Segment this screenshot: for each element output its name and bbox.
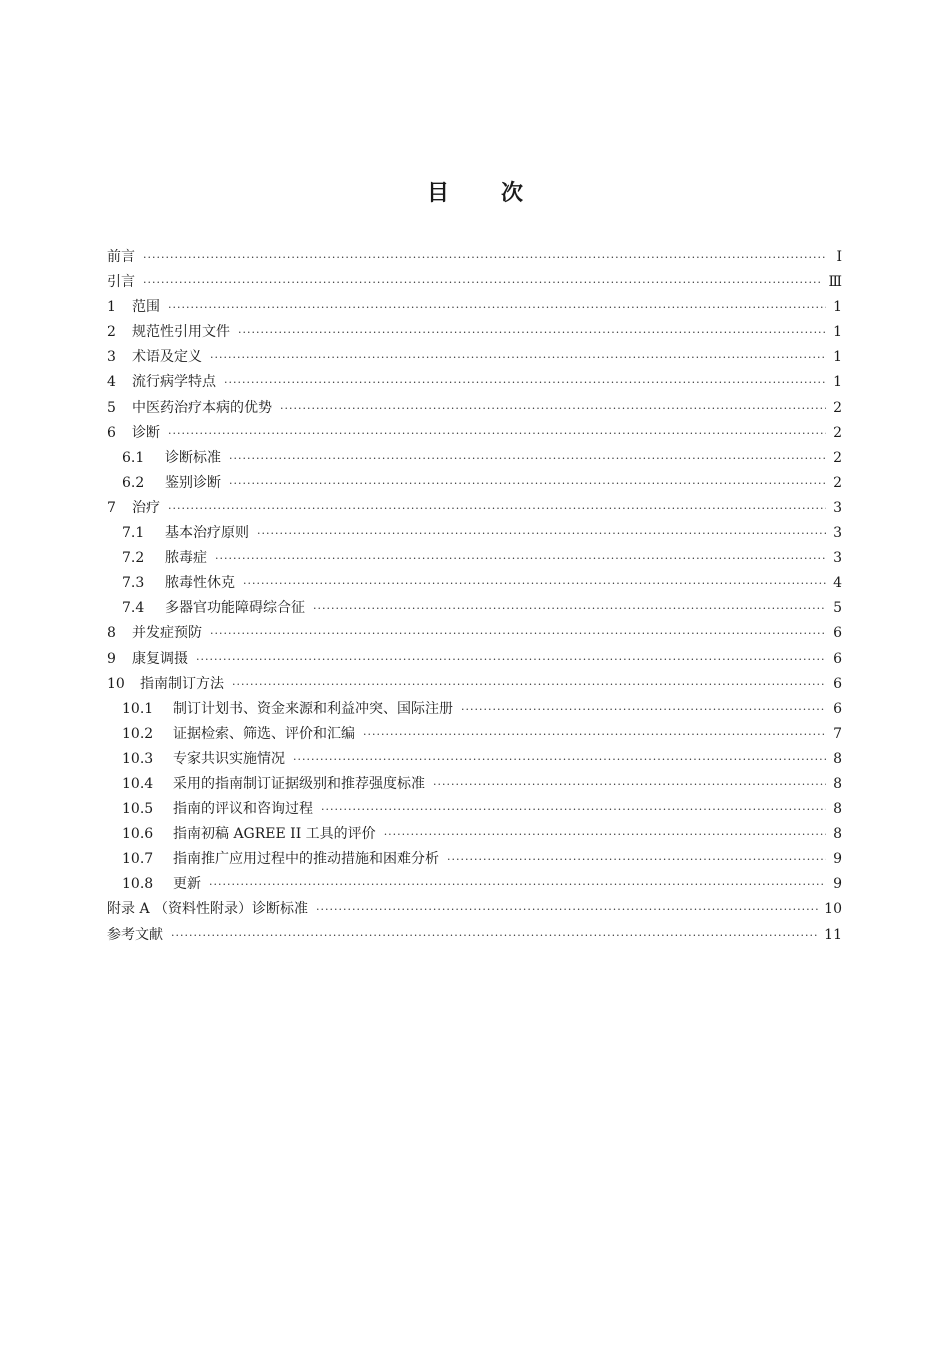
toc-leader-dots	[168, 421, 826, 446]
toc-entry-label: 鉴别诊断	[165, 474, 221, 491]
toc-leader-dots	[210, 345, 826, 370]
toc-entry-number: 4	[107, 374, 116, 391]
toc-entry-label: 采用的指南制订证据级别和推荐强度标准	[173, 775, 425, 792]
toc-entry-page-number: 2	[833, 424, 842, 441]
toc-entry-page-number: 2	[833, 449, 842, 466]
toc-leader-dots	[321, 797, 826, 822]
toc-entry[interactable]	[107, 345, 842, 370]
toc-entry[interactable]	[107, 396, 842, 421]
toc-entry-number: 6	[107, 424, 116, 441]
toc-entry-number: 9	[107, 650, 116, 667]
toc-entry-page-number: 7	[833, 725, 842, 742]
toc-entry[interactable]	[107, 923, 842, 948]
toc-entry-label: 流行病学特点	[132, 374, 216, 391]
toc-entry-page-number: 1	[833, 349, 842, 366]
toc-entry-number: 7	[107, 499, 116, 516]
toc-entry-label: 康复调摄	[132, 650, 188, 667]
toc-entry-page-number: 3	[833, 550, 842, 567]
toc-entry[interactable]	[107, 772, 842, 797]
toc-leader-dots	[143, 245, 826, 270]
toc-entry[interactable]	[107, 496, 842, 521]
toc-leader-dots	[171, 923, 818, 948]
toc-entry[interactable]	[107, 270, 842, 295]
toc-entry-label: 规范性引用文件	[132, 324, 230, 341]
toc-entry-page-number: 8	[833, 801, 842, 818]
toc-entry[interactable]	[107, 546, 842, 571]
toc-entry-number: 2	[107, 324, 116, 341]
toc-entry-number: 8	[107, 625, 116, 642]
toc-leader-dots	[257, 521, 826, 546]
toc-entry-page-number: 6	[833, 650, 842, 667]
toc-entry[interactable]	[107, 320, 842, 345]
toc-entry-label: 多器官功能障碍综合征	[165, 600, 305, 617]
toc-leader-dots	[316, 897, 818, 922]
toc-entry-page-number: 4	[833, 575, 842, 592]
toc-leader-dots	[196, 647, 826, 672]
toc-leader-dots	[143, 270, 822, 295]
toc-entry-label: 指南制订方法	[140, 675, 224, 692]
toc-entry-label: 指南初稿 AGREE II 工具的评价	[173, 826, 376, 843]
toc-leader-dots	[384, 822, 826, 847]
toc-entry[interactable]	[107, 370, 842, 395]
toc-leader-dots	[210, 621, 826, 646]
toc-entry-label: 证据检索、筛选、评价和汇编	[173, 725, 355, 742]
toc-entry[interactable]	[107, 571, 842, 596]
toc-entry[interactable]	[107, 872, 842, 897]
toc-entry-number: 10.2	[122, 725, 154, 742]
toc-entry-page-number: 1	[833, 324, 842, 341]
toc-entry-label: 引言	[107, 274, 135, 291]
toc-leader-dots	[238, 320, 826, 345]
toc-entry-page-number: 1	[833, 299, 842, 316]
toc-entry-label: 前言	[107, 249, 135, 265]
toc-entry-page-number: 8	[833, 775, 842, 792]
toc-entry-page-number: 8	[833, 750, 842, 767]
toc-entry-page-number: 10	[824, 901, 842, 918]
toc-entry[interactable]	[107, 822, 842, 847]
toc-leader-dots	[215, 546, 826, 571]
toc-entry-number: 5	[107, 399, 116, 416]
toc-entry-number: 7.1	[122, 525, 145, 542]
toc-entry-number: 10.8	[122, 876, 154, 893]
toc-entry[interactable]	[107, 672, 842, 697]
toc-entry-number: 7.3	[122, 575, 145, 592]
toc-entry[interactable]	[107, 295, 842, 320]
toc-leader-dots	[447, 847, 826, 872]
toc-entry-label: 参考文献	[107, 926, 163, 943]
toc-entry-label: 术语及定义	[132, 349, 202, 366]
toc-entry-page-number: 2	[833, 474, 842, 491]
title-char-2: 次	[501, 181, 524, 206]
toc-entry-label: 范围	[132, 299, 160, 316]
toc-entry-page-number: 6	[833, 700, 842, 717]
toc-entry-page-number: 8	[833, 826, 842, 843]
toc-entry-number: 10.1	[122, 700, 154, 717]
toc-entry-number: 10.4	[122, 775, 154, 792]
toc-entry-page-number: 11	[824, 926, 842, 943]
toc-leader-dots	[224, 370, 826, 395]
toc-entry[interactable]	[107, 747, 842, 772]
toc-entry[interactable]	[107, 421, 842, 446]
toc-entry-label: 治疗	[132, 499, 160, 516]
toc-entry-label: 附录 A （资料性附录）诊断标准	[107, 901, 309, 918]
toc-entry[interactable]	[107, 471, 842, 496]
toc-entry-number: 10	[107, 675, 125, 692]
toc-leader-dots	[461, 697, 826, 722]
toc-entry-number: 10.6	[122, 826, 154, 843]
toc-entry[interactable]	[107, 722, 842, 747]
toc-entry-number: 7.4	[122, 600, 145, 617]
toc-entry[interactable]	[107, 897, 842, 922]
toc-leader-dots	[168, 295, 826, 320]
toc-entry-number: 10.3	[122, 750, 154, 767]
toc-entry[interactable]	[107, 621, 842, 646]
toc-leader-dots	[293, 747, 826, 772]
toc-entry-page-number: 6	[833, 675, 842, 692]
toc-entry-page-number: Ⅰ	[836, 249, 842, 265]
toc-entry-label: 并发症预防	[132, 625, 202, 642]
toc-entry-number: 10.5	[122, 801, 154, 818]
toc-entry-label: 制订计划书、资金来源和利益冲突、国际注册	[173, 700, 453, 717]
toc-leader-dots	[313, 596, 826, 621]
toc-entry-page-number: 9	[833, 851, 842, 868]
toc-entry-label: 基本治疗原则	[165, 525, 249, 542]
toc-entry-page-number: 9	[833, 876, 842, 893]
toc-entry[interactable]	[107, 521, 842, 546]
toc-entry-page-number: Ⅲ	[828, 274, 842, 291]
toc-entry-page-number: 3	[833, 499, 842, 516]
toc-entry-label: 诊断标准	[165, 449, 221, 466]
toc-entry-page-number: 2	[833, 399, 842, 416]
toc-entry[interactable]	[107, 797, 842, 822]
toc-leader-dots	[168, 496, 826, 521]
toc-entry-number: 1	[107, 299, 116, 316]
toc-leader-dots	[229, 446, 826, 471]
toc-entry-label: 指南推广应用过程中的推动措施和困难分析	[173, 851, 439, 868]
toc-entry-label: 专家共识实施情况	[173, 750, 285, 767]
toc-leader-dots	[229, 471, 826, 496]
toc-entry-page-number: 6	[833, 625, 842, 642]
toc-entry[interactable]	[107, 245, 842, 270]
toc-entry[interactable]	[107, 647, 842, 672]
toc-entry[interactable]	[107, 847, 842, 872]
toc-leader-dots	[363, 722, 826, 747]
toc-leader-dots	[209, 872, 826, 897]
toc-entry-number: 6.1	[122, 449, 145, 466]
toc-entry-label: 脓毒性休克	[165, 575, 235, 592]
toc-entry[interactable]	[107, 697, 842, 722]
toc-entry[interactable]	[107, 446, 842, 471]
toc-leader-dots	[232, 672, 826, 697]
toc-entry-page-number: 1	[833, 374, 842, 391]
table-of-contents	[107, 245, 842, 948]
toc-entry-label: 指南的评议和咨询过程	[173, 801, 313, 818]
toc-leader-dots	[243, 571, 826, 596]
toc-leader-dots	[280, 396, 826, 421]
toc-entry-page-number: 3	[833, 525, 842, 542]
toc-entry-number: 7.2	[122, 550, 145, 567]
toc-leader-dots	[433, 772, 826, 797]
toc-entry-number: 3	[107, 349, 116, 366]
page-title	[0, 176, 950, 207]
toc-entry-label: 更新	[173, 876, 201, 893]
toc-entry-page-number: 5	[833, 600, 842, 617]
toc-entry-label: 诊断	[132, 424, 160, 441]
toc-entry-label: 脓毒症	[165, 550, 207, 567]
title-char-1: 目	[426, 181, 449, 206]
toc-entry-number: 6.2	[122, 474, 145, 491]
toc-entry[interactable]	[107, 596, 842, 621]
toc-entry-label: 中医药治疗本病的优势	[132, 399, 272, 416]
toc-entry-number: 10.7	[122, 851, 154, 868]
